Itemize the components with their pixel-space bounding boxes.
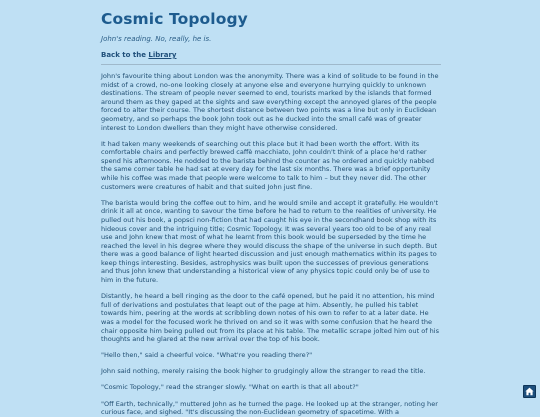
- story-paragraph: "Off Earth, technically," muttered John as he turned the page. He looked up at the stranger, noting her curious face, and sighed. "It's discussing the non-Euclidean geometry of spacetime. With a: [101, 399, 438, 417]
- back-to-library: [101, 51, 441, 60]
- story-body: [101, 72, 441, 417]
- story-paragraph: John said nothing, merely raising the book higher to grudgingly allow the stranger to read the title.: [101, 367, 426, 376]
- home-button[interactable]: [523, 385, 536, 398]
- story-paragraph: "Hello then," said a cheerful voice. "What're you reading there?": [101, 351, 313, 360]
- story-paragraph: Distantly, he heard a bell ringing as the door to the café opened, but he paid it no attention, his mind full of derivations and postulates that leapt out of the page at him. Absently, he pulled his tablet towards him, peering at the words at scribbling down notes of his own to refer to at a later date. He was a model for the focused work he thrived on and so it was with some confusion that he heard the chair opposite him being pulled out from its place at his table. The metallic scrape jolted him out of his thoughts and he glared at the new arrival over the top of his book.: [101, 292, 439, 344]
- story-paragraph: John's favourite thing about London was the anonymity. There was a kind of solitude to be found in the midst of a crowd, no-one looking closely at anyone else and everyone hurrying quickly to unknown destinations. The stream of people never seemed to end, tourists marked by the islands that formed around them as they gaped at the sights and saw everything except the annoyed glares of the people forced to alter their course. The shortest distance between two points was a line but only in Euclidean geometry, and so perhaps the book John took out as he ducked into the small café was of greater interest to London dwellers than they might have otherwise considered.: [101, 72, 439, 132]
- document-page: [101, 0, 441, 417]
- page-title: Cosmic Topology: [101, 10, 248, 28]
- home-icon: [524, 386, 535, 397]
- story-paragraph: The barista would bring the coffee out to him, and he would smile and accept it gratefully. He wouldn't drink it all at once, wanting to savour the time before he had to return to the realities of university. He pulled out his book, a popsci non-fiction that had caught his eye in the secondhand book shop with its hideous cover and the intriguing title; Cosmic Topology. It was several years too old to be of any real use and John knew that most of what he learnt from this book would be superseded by the time he reached the level in his degree where they would discuss the shape of the universe in such depth. But there was a good balance of light hearted discussion and just enough mathematics within its pages to keep things interesting. Besides, astrophysics was built upon the successes of previous generations and thus John knew that understanding a historical view of any physics topic could only be of use to him in the future.: [101, 198, 439, 285]
- header-divider: [101, 64, 441, 65]
- story-paragraph: It had taken many weekends of searching out this place but it had been worth the effort. With its comfortable chairs and perfectly brewed caffè macchiato, John couldn't think of a place he'd rather spend his afternoons. He nodded to the barista behind the counter as he ordered and quickly nabbed the same corner table he had sat at every day for the last six months. There was a brief opportunity while his coffee was made that people were welcome to talk to him – but they never did. The other customers were creatures of habit and that suited John just fine.: [101, 139, 435, 191]
- back-prefix-text: Back to the: [101, 51, 149, 59]
- story-paragraph: "Cosmic Topology," read the stranger slowly. "What on earth is that all about?": [101, 383, 359, 392]
- library-link[interactable]: Library: [148, 51, 177, 59]
- page-subtitle: John's reading. No, really, he is.: [101, 35, 212, 43]
